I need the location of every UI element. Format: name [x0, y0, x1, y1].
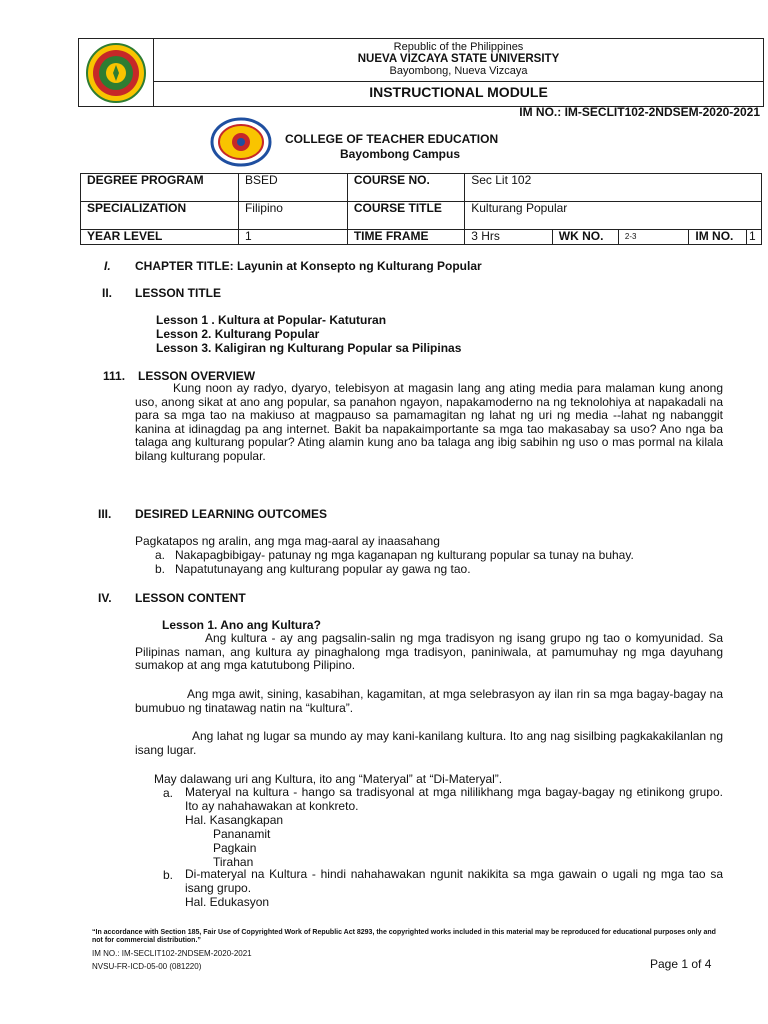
kultura-a-hal: Hal. Kasangkapan — [185, 813, 284, 827]
lesson-title-num: II. — [102, 286, 113, 300]
wk-no-value: 2-3 — [618, 230, 688, 245]
content-paragraph-1: Ang kultura - ay ang pagsalin-salin ng mga tradisyon ng isang grupo ng tao o komyunidad. Sa Pilipinas naman, ang kultura ay pinaghalong mga tradisyon, paniniwala, at pamumuhay ng mga dayuhang sumakop at ang mga katutubong Pilipino. — [135, 631, 723, 672]
course-title-value: Kulturang Popular — [465, 202, 762, 230]
kultura-b-hal: Hal. Edukasyon — [185, 895, 270, 909]
outcomes-num: III. — [98, 507, 112, 521]
time-frame-label: TIME FRAME — [347, 230, 464, 245]
kultura-a-example-1: Pananamit — [213, 827, 271, 841]
lesson-2-title: Lesson 2. Kulturang Popular — [156, 327, 320, 341]
chapter-num: I. — [104, 259, 111, 273]
outcome-b-mark: b. — [155, 562, 166, 576]
outcome-a-text: Nakapagbibigay- patunay ng mga kaganapan ng kulturang popular sa tunay na buhay. — [175, 548, 634, 562]
lesson-1-title: Lesson 1 . Kultura at Popular- Katuturan — [156, 313, 387, 327]
university-seal-cell — [79, 39, 154, 106]
outcome-b-text: Napatutunayang ang kulturang popular ay gawa ng tao. — [175, 562, 471, 576]
copyright-note: “In accordance with Section 185, Fair Use of Copyrighted Work of Republic Act 8293, the copyrighted works included in this material may be reproduced for educational purposes only and not for commercial distribution.” — [92, 929, 716, 944]
year-level-label: YEAR LEVEL — [81, 230, 239, 245]
kultura-b-mark: b. — [163, 868, 174, 882]
footer-form-number: NVSU-FR-ICD-05-00 (081220) — [92, 962, 202, 971]
nvsu-seal-icon — [83, 42, 149, 104]
content-paragraph-4: May dalawang uri ang Kultura, ito ang “Materyal” at “Di-Materyal”. — [154, 772, 503, 786]
im-no-value: 1 — [746, 230, 761, 245]
outcomes-intro: Pagkatapos ng aralin, ang mga mag-aaral ay inaasahang — [135, 534, 440, 548]
course-no-label: COURSE NO. — [347, 174, 464, 202]
content-num: IV. — [98, 591, 112, 605]
table-row — [81, 202, 762, 230]
lesson-title-label: LESSON TITLE — [135, 286, 222, 300]
republic-text: Republic of the Philippines — [393, 41, 524, 53]
wk-no-label: WK NO. — [552, 230, 618, 245]
course-info-table — [80, 173, 762, 245]
content-paragraph-2: Ang mga awit, sining, kasabihan, kagamitan, at mga selebrasyon ay ilan rin sa mga bagay-bagay na bumubuo ng tinatawag natin na “kultura”. — [135, 687, 723, 715]
university-location: Bayombong, Nueva Vizcaya — [389, 65, 528, 77]
kultura-a-mark: a. — [163, 786, 174, 800]
document-header — [78, 38, 764, 107]
college-name: COLLEGE OF TEACHER EDUCATION — [285, 132, 499, 146]
time-frame-value: 3 Hrs — [465, 230, 553, 245]
college-campus: Bayombong Campus — [340, 147, 461, 161]
university-name: NUEVA VIZCAYA STATE UNIVERSITY — [357, 53, 560, 65]
chapter-title: CHAPTER TITLE: Layunin at Konsepto ng Kulturang Popular — [135, 259, 482, 273]
content-paragraph-3: Ang lahat ng lugar sa mundo ay may kani-kanilang kultura. Ito ang nag sisilbing pagkakakilanlan ng isang lugar. — [135, 729, 723, 757]
specialization-value: Filipino — [238, 202, 347, 230]
kultura-a-text: Materyal na kultura - hango sa tradisyonal at mga nililikhang mga bagay-bagay ng etinikong grupo. Ito ay nahahawakan at konkreto. — [185, 785, 723, 813]
table-row — [81, 230, 762, 245]
table-row — [81, 174, 762, 202]
degree-label: DEGREE PROGRAM — [81, 174, 239, 202]
degree-value: BSED — [238, 174, 347, 202]
course-title-label: COURSE TITLE — [347, 202, 464, 230]
content-label: LESSON CONTENT — [135, 591, 246, 605]
year-level-value: 1 — [238, 230, 347, 245]
kultura-a-example-2: Pagkain — [213, 841, 257, 855]
lesson-3-title: Lesson 3. Kaligiran ng Kulturang Popular sa Pilipinas — [156, 341, 462, 355]
kultura-b-text: Di-materyal na Kultura - hindi nahahawakan ngunit nakikita sa mga gawain o ugali ng mga tao sa isang grupo. — [185, 867, 723, 895]
header-institution — [154, 39, 763, 82]
course-no-value: Sec Lit 102 — [465, 174, 762, 202]
page-number: Page 1 of 4 — [650, 957, 712, 971]
specialization-label: SPECIALIZATION — [81, 202, 239, 230]
overview-num: 111. — [103, 369, 126, 383]
im-no-label: IM NO. — [689, 230, 747, 245]
outcomes-label: DESIRED LEARNING OUTCOMES — [135, 507, 328, 521]
lesson1-heading: Lesson 1. Ano ang Kultura? — [162, 618, 321, 632]
im-number: IM NO.: IM-SECLIT102-2NDSEM-2020-2021 — [519, 105, 760, 119]
module-title: INSTRUCTIONAL MODULE — [369, 84, 548, 100]
cte-logo-icon — [210, 117, 272, 167]
overview-text: Kung noon ay radyo, dyaryo, telebisyon at magasin lang ang ating media para malaman kung anong uso, anong sikat at ano ang popular, sa panahon ngayon, napakamoderno na ng teknolohiya at napakadali na para sa mga tao na makiuso at magpauso sa pamamagitan ng lahat ng uri ng media --lahat ng nabanggit kanina at idinagdag pa ang internet. Bakit ba napakaimportante sa mga tao makasabay sa uso? Ano nga ba talaga ang kulturang popular? Ating alamin kung ano ba talaga ang ibig sabihin ng uso o mas pormal na kilala bilang kulturang popular. — [135, 381, 723, 463]
outcome-a-mark: a. — [155, 548, 166, 562]
kultura-a-example-3: Tirahan — [213, 855, 254, 869]
footer-im-number: IM NO.: IM-SECLIT102-2NDSEM-2020-2021 — [92, 949, 252, 958]
college-block — [285, 132, 498, 162]
overview-label: LESSON OVERVIEW — [138, 369, 256, 383]
